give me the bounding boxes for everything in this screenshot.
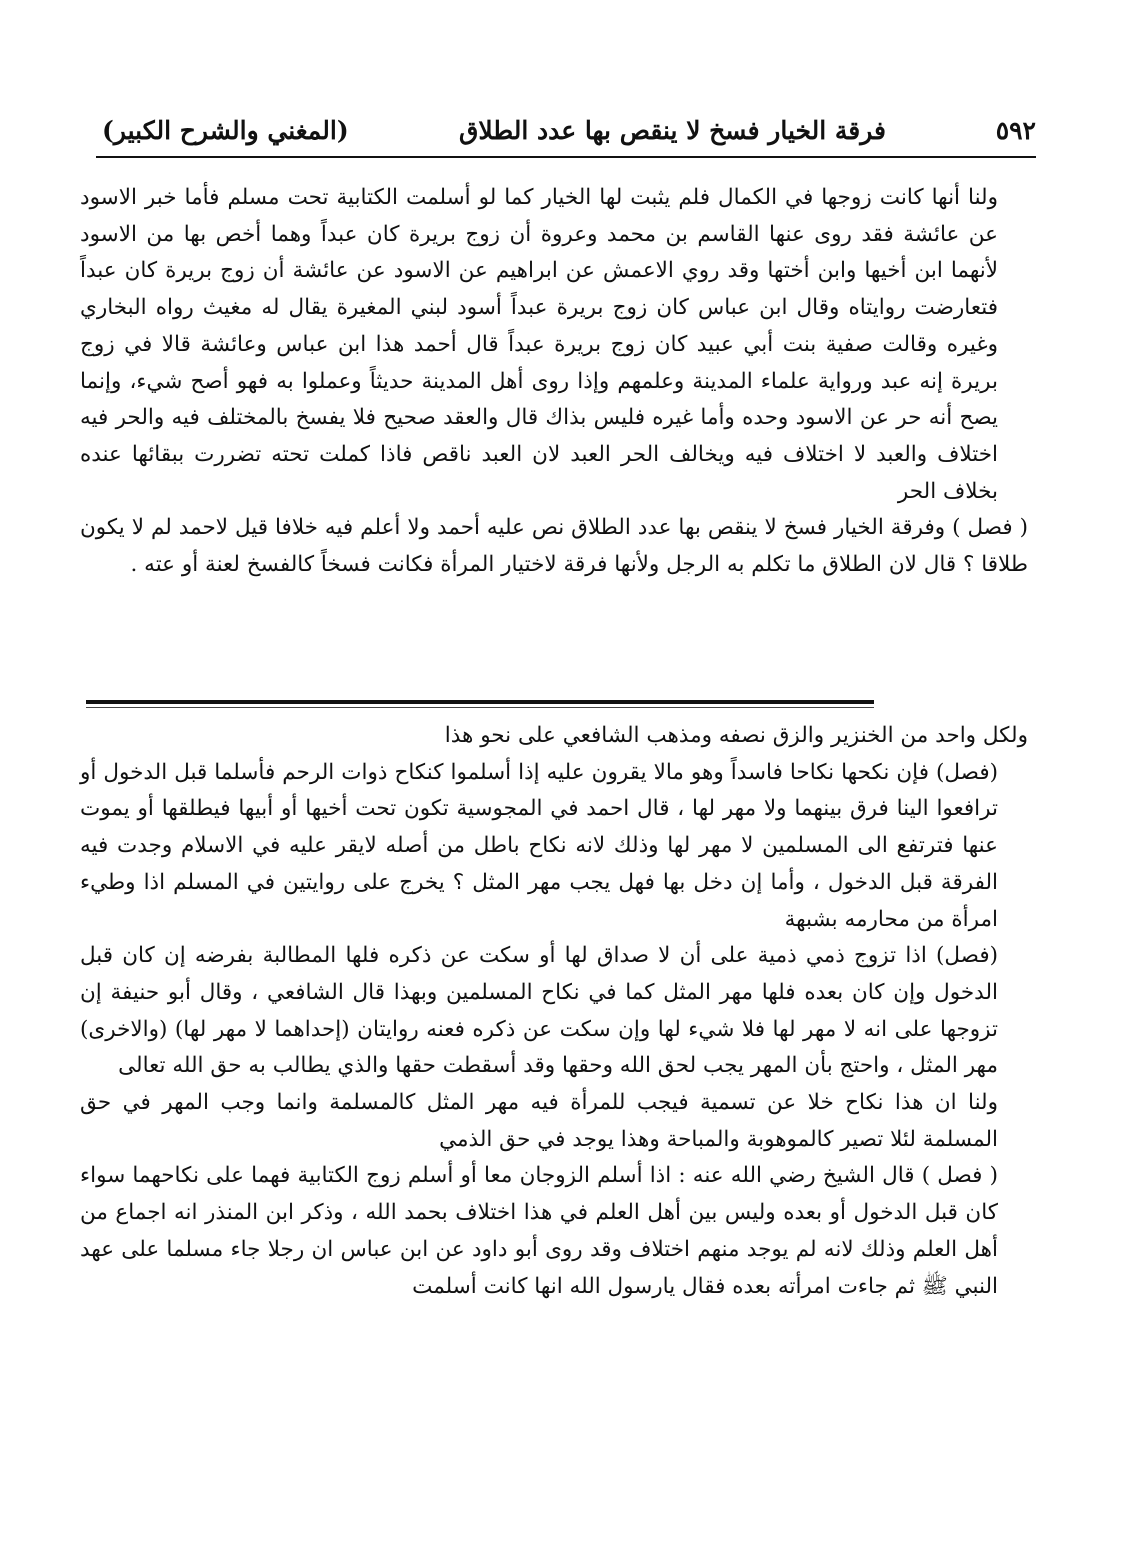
main-paragraph-2: ( فصل ) وفرقة الخيار فسخ لا ينقص بها عدد الطلاق نص عليه أحمد ولا أعلم فيه خلافا قيل لاحمد لم لا يكون طلاقا ؟ قال لان الطلاق ما تكلم به الرجل ولأنها فرقة لاختيار المرأة فكانت فسخاً كالفسخ لعنة أو عته . — [80, 515, 1028, 578]
lower-paragraph-5: ( فصل ) قال الشيخ رضي الله عنه : اذا أسلم الزوجان معا أو أسلم زوج الكتابية فهما على نكاحهما سواء كان قبل الدخول أو بعده وليس بين أهل العلم في هذا اختلاف بحمد الله ، وذكر ابن المنذر انه اجماع من أهل العلم وذلك لانه لم يوجد منهم اختلاف وقد روى أبو داود عن ابن عباس ان رجلا جاء مسلما على عهد النبي ﷺ ثم جاءت امرأته بعده فقال يارسول الله انها كانت أسلمت — [80, 1163, 998, 1299]
lower-paragraph-1: ولكل واحد من الخنزير والزق نصفه ومذهب الشافعي على نحو هذا — [444, 723, 1028, 748]
page-header — [96, 112, 1036, 156]
lower-paragraph-3: (فصل) اذا تزوج ذمي ذمية على أن لا صداق لها أو سكت عن ذكره فلها المطالبة بفرضه إن كان قبل الدخول وإن كان بعده فلها مهر المثل كما في نكاح المسلمين وبهذا قال الشافعي ، وقال أبو حنيفة إن تزوجها على انه لا مهر لها فلا شيء لها وإن سكت عن ذكره فعنه روايتان (إحداهما لا مهر لها) (والاخرى) مهر المثل ، واحتج بأن المهر يجب لحق الله وحقها وقد أسقطت حقها والذي يطالب به حق الله تعالى — [80, 943, 998, 1079]
section-separator — [86, 700, 874, 704]
book-title: (المغني والشرح الكبير) — [102, 116, 349, 145]
lower-text — [80, 718, 1028, 1305]
running-title: فرقة الخيار فسخ لا ينقص بها عدد الطلاق — [458, 116, 886, 145]
main-paragraph-1: ولنا أنها كانت زوجها في الكمال فلم يثبت لها الخيار كما لو أسلمت الكتابية تحت مسلم فأما خبر الاسود عن عائشة فقد روى عنها القاسم بن محمد وعروة أن زوج بريرة كان عبداً وهما أخص بها من الاسود لأنهما ابن أخيها وابن أختها وقد روي الاعمش عن ابراهيم عن الاسود عن عائشة أن زوج بريرة كان عبداً فتعارضت روايتاه وقال ابن عباس كان زوج بريرة عبداً أسود لبني المغيرة يقال له مغيث رواه البخاري وغيره وقالت صفية بنت أبي عبيد كان زوج بريرة عبداً قال أحمد هذا ابن عباس وعائشة قالا في زوج بريرة إنه عبد ورواية علماء المدينة وعلمهم وإذا روى أهل المدينة حديثاً وعملوا به فهو أصح شيء، وإنما يصح أنه حر عن الاسود وحده وأما غيره فليس بذاك قال والعقد صحيح فلا يفسخ بالمختلف فيه والحر فيه اختلاف والعبد لا اختلاف فيه ويخالف الحر العبد لان العبد ناقص فاذا كملت تحته تضررت ببقائها عنده بخلاف الحر — [80, 185, 998, 504]
main-text — [80, 180, 1028, 584]
header-rule — [96, 156, 1036, 158]
page-number: ٥٩٢ — [995, 116, 1036, 145]
section-separator-thin — [86, 707, 874, 708]
lower-paragraph-4: ولنا ان هذا نكاح خلا عن تسمية فيجب للمرأة فيه مهر المثل كالمسلمة وانما وجب المهر في حق المسلمة لئلا تصير كالموهوبة والمباحة وهذا يوجد في حق الذمي — [80, 1090, 998, 1152]
lower-paragraph-2: (فصل) فإن نكحها نكاحا فاسداً وهو مالا يقرون عليه إذا أسلموا كنكاح ذوات الرحم فأسلما قبل الدخول أو ترافعوا الينا فرق بينهما ولا مهر لها ، قال احمد في المجوسية تكون تحت أخيها أو أبيها فيطلقها أو يموت عنها فترتفع الى المسلمين لا مهر لها وذلك لانه نكاح باطل من أصله لايقر عليه في الاسلام وجدت فيه الفرقة قبل الدخول ، وأما إن دخل بها فهل يجب مهر المثل ؟ يخرج على روايتين في المسلم اذا وطيء امرأة من محارمه بشبهة — [80, 759, 998, 932]
